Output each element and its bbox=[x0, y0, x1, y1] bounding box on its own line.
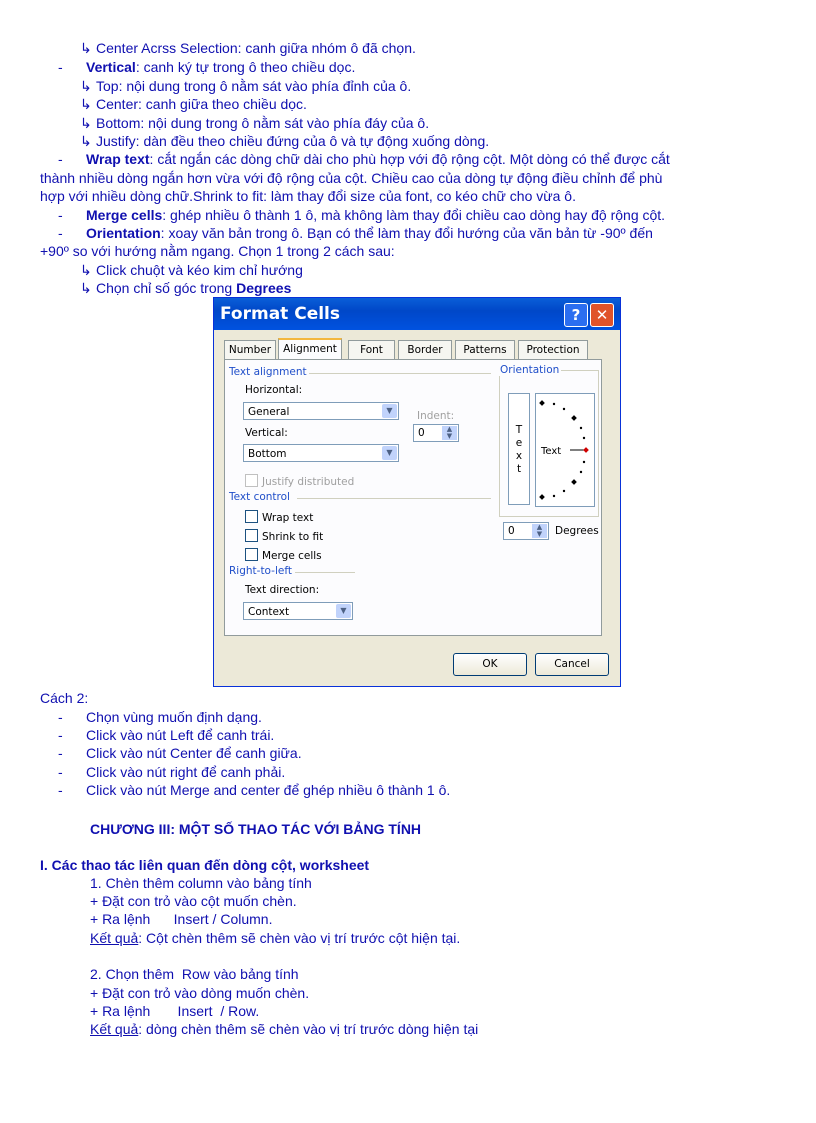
bullet-justify bbox=[80, 133, 489, 149]
checkbox-box[interactable] bbox=[245, 510, 258, 523]
dial-handle[interactable] bbox=[583, 447, 589, 453]
format-cells-dialog bbox=[213, 297, 621, 687]
text: Click vào nút Merge and center để ghép nhiều ô thành 1 ô. bbox=[86, 782, 451, 798]
result-label: Kết quả bbox=[90, 930, 139, 946]
orientation-label: Orientation bbox=[500, 364, 560, 376]
paragraph-line: hợp với nhiều dòng chữ.Shrink to fit: làm thay đổi size của font, co kéo chữ cho vừa ô. bbox=[40, 188, 576, 204]
text-alignment-group: Text alignment bbox=[229, 366, 307, 378]
dial-tick bbox=[580, 471, 582, 473]
text-direction-select[interactable] bbox=[243, 602, 353, 620]
bullet-degrees bbox=[80, 280, 291, 296]
checkbox-box[interactable] bbox=[245, 548, 258, 561]
text: : xoay văn bản trong ô. Bạn có thể làm thay đổi hướng của văn bản từ -90º đến bbox=[160, 225, 653, 241]
chevron-down-icon[interactable]: ▼ bbox=[336, 604, 351, 618]
cach2-heading: Cách 2: bbox=[40, 690, 89, 706]
step-line: + Đặt con trỏ vào cột muốn chèn. bbox=[90, 893, 297, 909]
dial-tick bbox=[571, 479, 577, 485]
divider bbox=[309, 373, 491, 374]
text: : canh ký tự trong ô theo chiều dọc. bbox=[135, 59, 356, 75]
degrees-label: Degrees bbox=[555, 525, 599, 537]
arrow-icon: ↳ bbox=[80, 280, 92, 296]
dial-tick bbox=[563, 408, 565, 410]
chevron-down-icon[interactable]: ▼ bbox=[382, 446, 397, 460]
dial-tick bbox=[571, 415, 577, 421]
text: Click vào nút Left để canh trái. bbox=[86, 727, 275, 743]
result-line bbox=[90, 930, 460, 946]
step-line: + Ra lệnh Insert / Column. bbox=[90, 911, 273, 927]
horizontal-select[interactable] bbox=[243, 402, 399, 420]
orientation-group bbox=[499, 364, 599, 517]
alignment-panel bbox=[224, 359, 602, 636]
list-item bbox=[58, 764, 285, 780]
dash: - bbox=[58, 745, 63, 761]
text: Click vào nút Center để canh giữa. bbox=[86, 745, 302, 761]
dial-tick bbox=[563, 490, 565, 492]
bullet-center bbox=[80, 96, 307, 112]
merge-cells-checkbox[interactable] bbox=[245, 548, 322, 563]
chapter-title: CHƯƠNG III: MỘT SỐ THAO TÁC VỚI BẢNG TÍNH bbox=[90, 821, 422, 837]
term: Orientation bbox=[86, 225, 161, 241]
dial-text: Text bbox=[541, 446, 562, 457]
tab-alignment[interactable]: Alignment bbox=[278, 338, 342, 362]
text: : ghép nhiều ô thành 1 ô, mà không làm thay đổi chiều cao dòng hay độ rộng cột. bbox=[162, 207, 666, 223]
arrow-icon: ↳ bbox=[80, 262, 92, 278]
title-bar bbox=[214, 298, 620, 330]
bullet-bottom bbox=[80, 115, 429, 131]
text: Top: nội dung trong ô nằm sát vào phía đỉnh của ô. bbox=[96, 78, 412, 94]
text-direction-value: Context bbox=[248, 606, 290, 618]
step-line: + Ra lệnh Insert / Row. bbox=[90, 1003, 260, 1019]
tab-protection[interactable]: Protection bbox=[518, 340, 588, 360]
term: Vertical bbox=[86, 59, 136, 75]
text: Click chuột và kéo kim chỉ hướng bbox=[96, 262, 303, 278]
text: Bottom: nội dung trong ô nằm sát vào phía đáy của ô. bbox=[96, 115, 430, 131]
checkbox-label: Justify distributed bbox=[262, 476, 355, 488]
section-title: I. Các thao tác liên quan đến dòng cột, worksheet bbox=[40, 857, 370, 873]
step-line: 2. Chọn thêm Row vào bảng tính bbox=[90, 966, 299, 982]
text: Center Acrss Selection: canh giữa nhóm ô đã chọn. bbox=[96, 40, 416, 56]
step-line: + Đặt con trỏ vào dòng muốn chèn. bbox=[90, 985, 310, 1001]
arrow-icon: ↳ bbox=[80, 78, 92, 94]
dial-tick bbox=[583, 437, 585, 439]
result-label: Kết quả bbox=[90, 1021, 139, 1037]
list-item bbox=[58, 709, 262, 725]
list-item bbox=[58, 727, 274, 743]
arrow-icon: ↳ bbox=[80, 115, 92, 131]
tab-font[interactable]: Font bbox=[348, 340, 395, 360]
orientation-dial[interactable] bbox=[535, 393, 595, 507]
dash: - bbox=[58, 207, 63, 223]
text: Chọn vùng muốn định dạng. bbox=[86, 709, 262, 725]
dialog-title: Format Cells bbox=[220, 304, 340, 324]
list-item bbox=[58, 782, 450, 798]
checkbox-label: Wrap text bbox=[262, 512, 314, 524]
text: : dòng chèn thêm sẽ chèn vào vị trí trước dòng hiện tại bbox=[138, 1021, 479, 1037]
dash: - bbox=[58, 225, 63, 241]
text: : Cột chèn thêm sẽ chèn vào vị trí trước cột hiện tại. bbox=[138, 930, 461, 946]
checkbox-label: Merge cells bbox=[262, 550, 322, 562]
text: Justify: dàn đều theo chiều đứng của ô và tự động xuống dòng. bbox=[96, 133, 490, 149]
vertical-text-box[interactable]: T e x t bbox=[508, 393, 530, 505]
vertical-value: Bottom bbox=[248, 448, 287, 460]
indent-value: 0 bbox=[418, 427, 425, 439]
horizontal-label: Horizontal: bbox=[245, 384, 303, 396]
dial-tick bbox=[553, 403, 555, 405]
item-orientation bbox=[58, 225, 653, 241]
dash: - bbox=[58, 151, 63, 167]
text: Click vào nút right để canh phải. bbox=[86, 764, 286, 780]
bullet-center-across bbox=[80, 40, 416, 56]
help-button[interactable]: ? bbox=[564, 303, 588, 327]
wrap-text-checkbox[interactable] bbox=[245, 510, 313, 525]
degrees-spinner[interactable] bbox=[503, 522, 549, 540]
dash: - bbox=[58, 727, 63, 743]
vertical-label: Vertical: bbox=[245, 427, 288, 439]
dash: - bbox=[58, 764, 63, 780]
text-direction-label: Text direction: bbox=[245, 584, 320, 596]
indent-label: Indent: bbox=[417, 410, 455, 422]
ok-button[interactable]: OK bbox=[453, 653, 527, 676]
text: Chọn chỉ số góc trong bbox=[96, 280, 237, 296]
tab-patterns[interactable]: Patterns bbox=[455, 340, 515, 360]
term: Merge cells bbox=[86, 207, 163, 223]
indent-spinner[interactable] bbox=[413, 424, 459, 442]
bullet-click-drag bbox=[80, 262, 303, 278]
divider bbox=[297, 498, 491, 499]
dial-tick bbox=[580, 427, 582, 429]
arrow-icon: ↳ bbox=[80, 40, 92, 56]
dial-tick bbox=[539, 494, 545, 500]
divider bbox=[295, 572, 355, 573]
dial-tick bbox=[539, 400, 545, 406]
spin-arrows-icon[interactable]: ▲ ▼ bbox=[442, 426, 457, 440]
dash: - bbox=[58, 709, 63, 725]
vertical-select[interactable] bbox=[243, 444, 399, 462]
paragraph-line: +90º so với hướng nằm ngang. Chọn 1 trong 2 cách sau: bbox=[40, 243, 395, 259]
close-button[interactable]: ✕ bbox=[590, 303, 614, 327]
paragraph-line: thành nhiều dòng ngắn hơn vừa với độ rộng của cột. Chiều cao của dòng tự động điều chỉnh để phù bbox=[40, 170, 663, 186]
text-control-group: Text control bbox=[229, 491, 290, 503]
dash: - bbox=[58, 782, 63, 798]
text: Center: canh giữa theo chiều dọc. bbox=[96, 96, 307, 112]
checkbox-box[interactable] bbox=[245, 474, 258, 487]
spin-arrows-icon[interactable]: ▲ ▼ bbox=[532, 524, 547, 538]
cancel-button[interactable]: Cancel bbox=[535, 653, 609, 676]
term: Wrap text bbox=[86, 151, 150, 167]
degrees-value: 0 bbox=[508, 525, 515, 537]
tab-border[interactable]: Border bbox=[398, 340, 452, 360]
checkbox-box[interactable] bbox=[245, 529, 258, 542]
right-to-left-group: Right-to-left bbox=[229, 565, 292, 577]
tab-number[interactable]: Number bbox=[224, 340, 276, 360]
shrink-to-fit-checkbox[interactable] bbox=[245, 529, 323, 544]
horizontal-value: General bbox=[248, 406, 290, 418]
orientation-dial-svg[interactable] bbox=[536, 394, 594, 506]
arrow-icon: ↳ bbox=[80, 133, 92, 149]
arrow-icon: ↳ bbox=[80, 96, 92, 112]
dial-tick bbox=[553, 495, 555, 497]
bullet-top bbox=[80, 78, 411, 94]
dial-tick bbox=[583, 461, 585, 463]
list-item bbox=[58, 745, 302, 761]
justify-distributed-checkbox[interactable] bbox=[245, 474, 354, 489]
term: Degrees bbox=[236, 280, 292, 296]
result-line bbox=[90, 1021, 478, 1037]
chevron-down-icon[interactable]: ▼ bbox=[382, 404, 397, 418]
item-vertical bbox=[58, 59, 355, 75]
dash: - bbox=[58, 59, 63, 75]
item-wrap-text bbox=[58, 151, 670, 167]
checkbox-label: Shrink to fit bbox=[262, 531, 324, 543]
item-merge-cells bbox=[58, 207, 665, 223]
text: : cắt ngắn các dòng chữ dài cho phù hợp với độ rộng cột. Một dòng có thể được cắt bbox=[149, 151, 670, 167]
step-line: 1. Chèn thêm column vào bảng tính bbox=[90, 875, 312, 891]
